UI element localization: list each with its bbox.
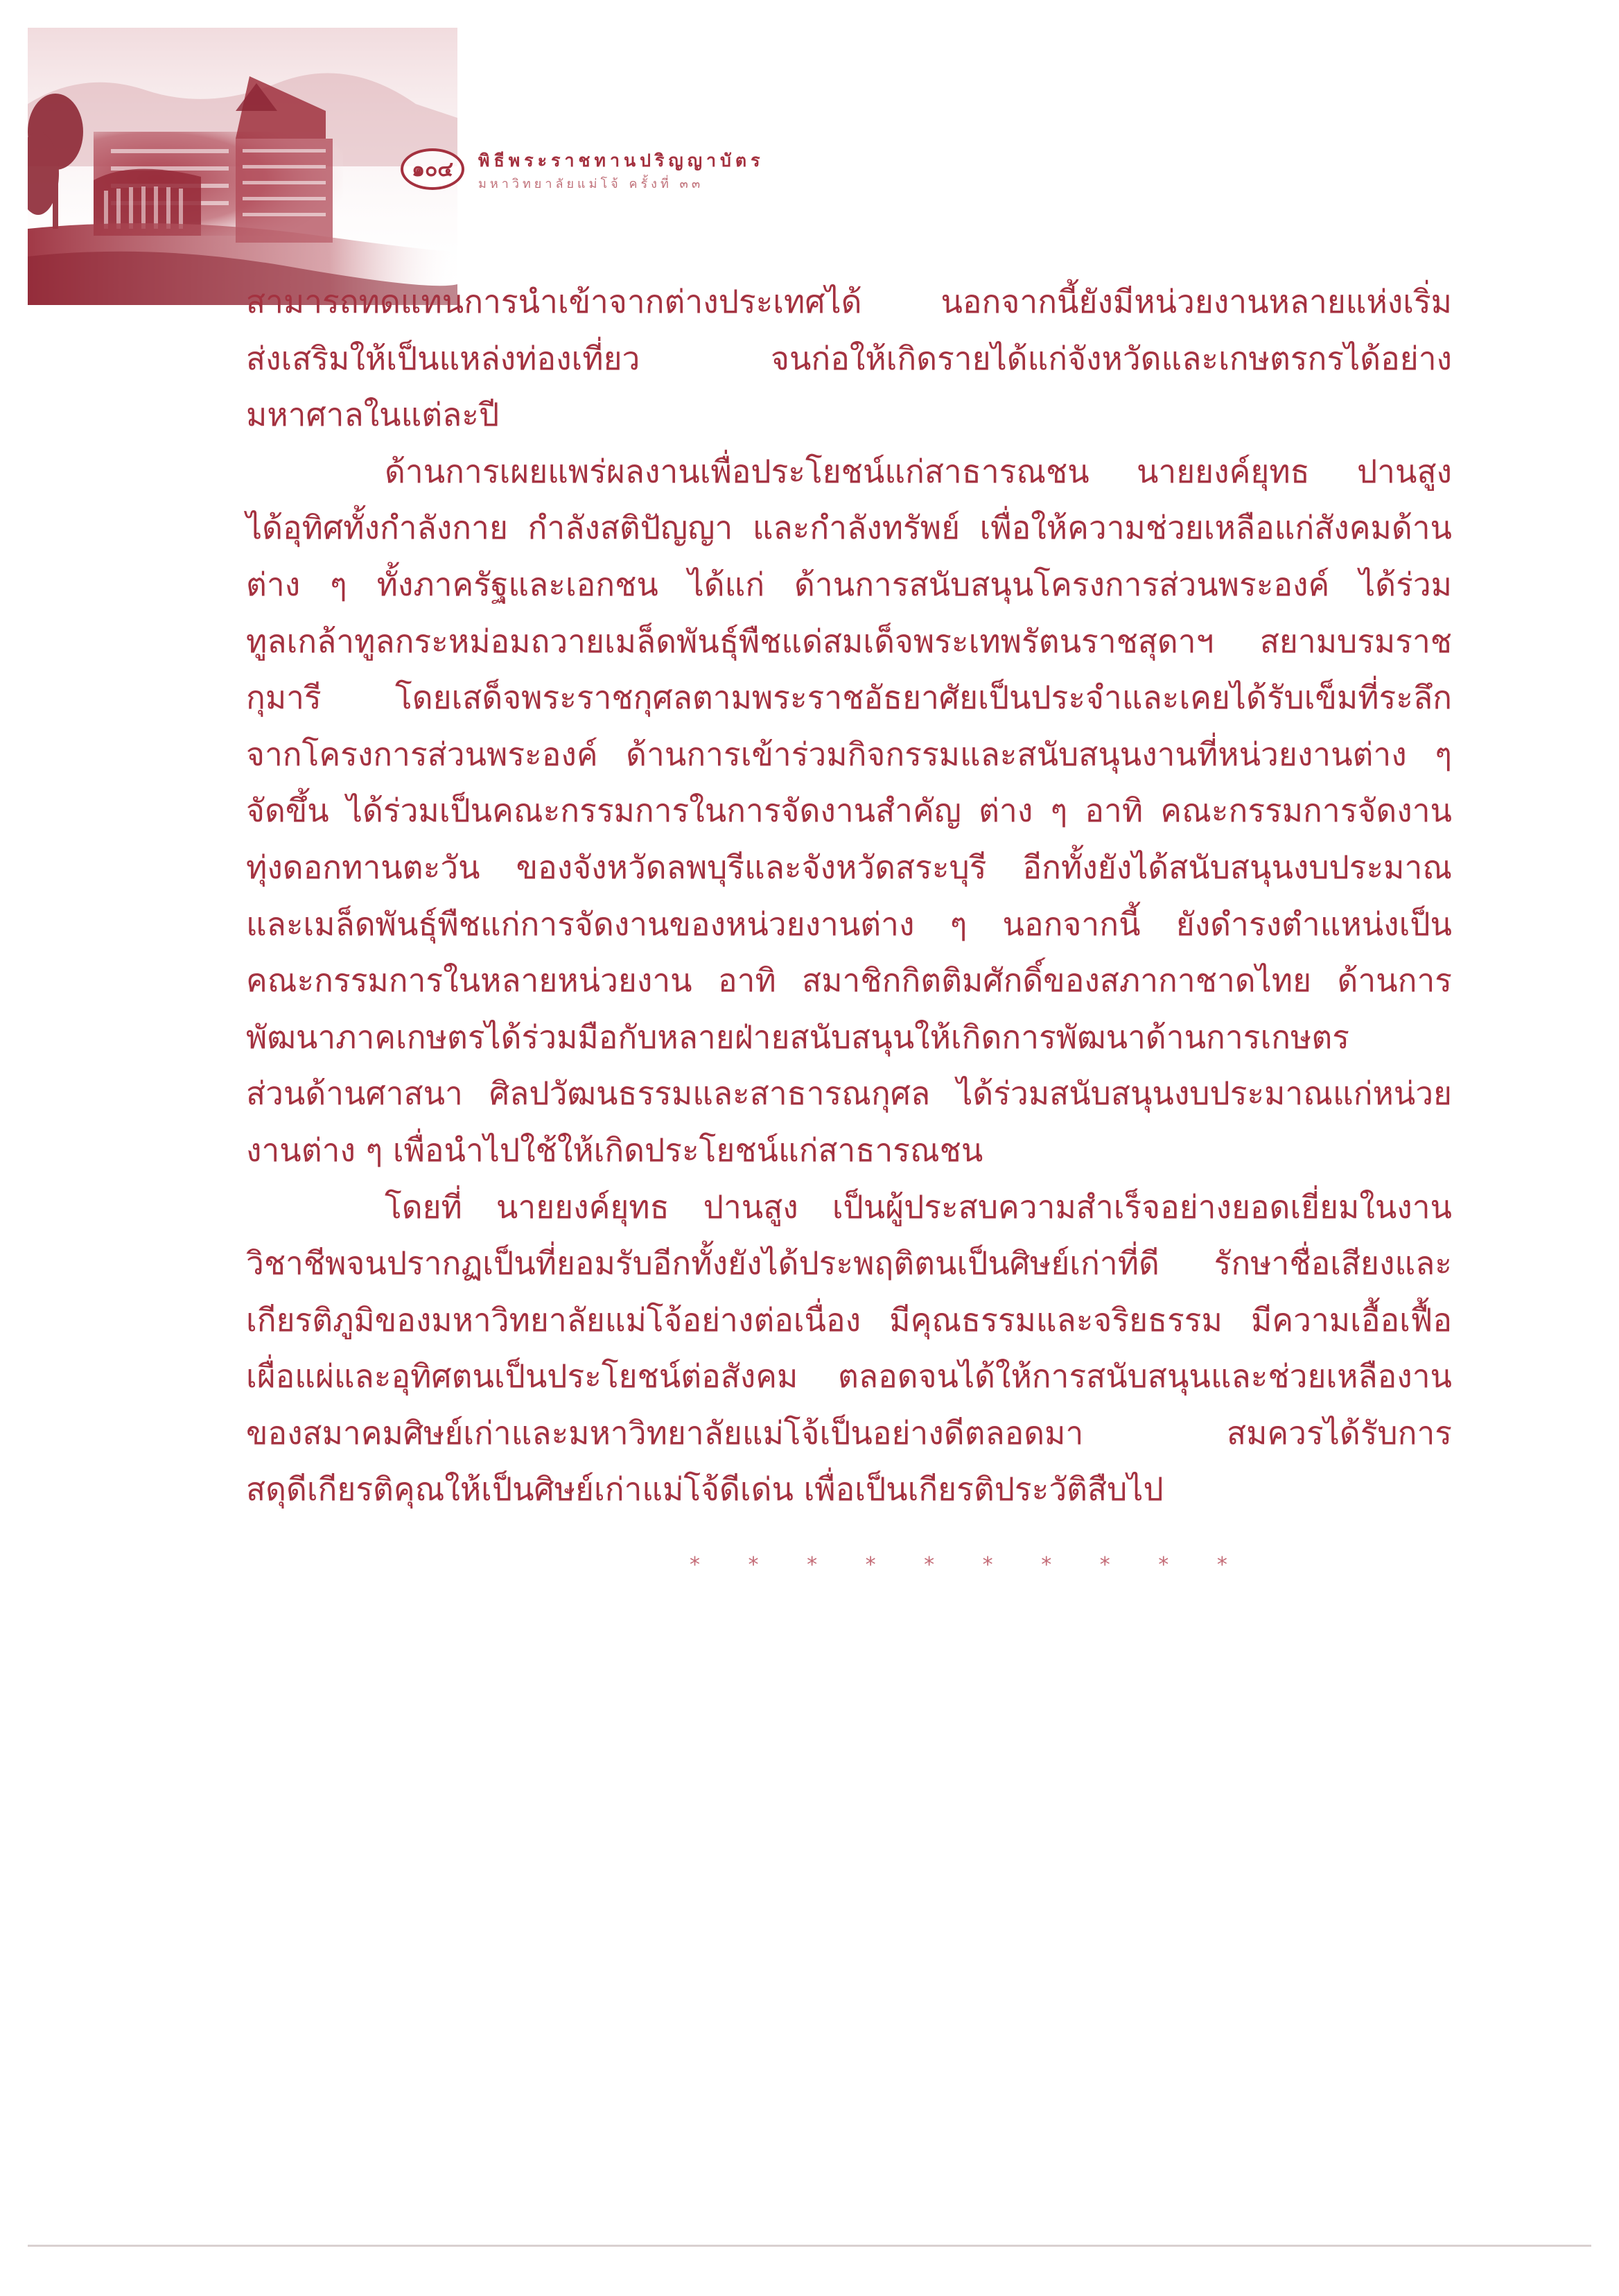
text-line: ส่งเสริมให้เป็นแหล่งท่องเที่ยว จนก่อให้เกิดรายได้แก่จังหวัดและเกษตรกรได้อย่าง [246,339,1452,377]
text-line: ด้านการเผยแพร่ผลงานเพื่อประโยชน์แก่สาธารณชน นายยงค์ยุทธ ปานสูง [385,452,1452,490]
university-subtitle: มหาวิทยาลัยแม่โจ้ ครั้งที่ ๓๓ [478,177,704,191]
text-line: ต่าง ๆ ทั้งภาครัฐและเอกชน ได้แก่ ด้านการสนับสนุนโครงการส่วนพระองค์ ได้ร่วม [246,565,1452,603]
text-line: สดุดีเกียรติคุณให้เป็นศิษย์เก่าแม่โจ้ดีเด่น เพื่อเป็นเกียรติประวัติสืบไป [246,1470,1164,1508]
text-line: มหาศาลในแต่ละปี [246,396,500,434]
text-line: และเมล็ดพันธุ์พืชแก่การจัดงานของหน่วยงานต่าง ๆ นอกจากนี้ ยังดำรงตำแหน่งเป็น [246,905,1452,943]
page-number-badge: ๑๐๔ [401,148,464,190]
text-line: โดยที่ นายยงค์ยุทธ ปานสูง เป็นผู้ประสบความสำเร็จอย่างยอดเยี่ยมในงาน [385,1188,1452,1226]
text-line: เผื่อแผ่และอุทิศตนเป็นประโยชน์ต่อสังคม ตลอดจนได้ให้การสนับสนุนและช่วยเหลืองาน [246,1357,1452,1395]
text-line: พัฒนาภาคเกษตรได้ร่วมมือกับหลายฝ่ายสนับสนุนให้เกิดการพัฒนาด้านการเกษตร [246,1018,1349,1056]
page-bottom-divider [28,2245,1591,2247]
end-marker: * * * * * * * * * * [690,1553,1248,1577]
body-text [246,274,1452,1518]
university-building-illustration [28,28,457,305]
text-line: ส่วนด้านศาสนา ศิลปวัฒนธรรมและสาธารณกุศล ได้ร่วมสนับสนุนงบประมาณแก่หน่วย [246,1075,1452,1113]
text-line: ทูลเกล้าทูลกระหม่อมถวายเมล็ดพันธุ์พืชแด่สมเด็จพระเทพรัตนราชสุดาฯ สยามบรมราช [246,622,1452,660]
text-line: คณะกรรมการในหลายหน่วยงาน อาทิ สมาชิกกิตติมศักดิ์ของสภากาชาดไทย ด้านการ [246,962,1452,1000]
text-line: วิชาชีพจนปรากฏเป็นที่ยอมรับอีกทั้งยังได้ประพฤติตนเป็นศิษย์เก่าที่ดี รักษาชื่อเสียงและ [246,1244,1452,1282]
text-line: จัดขึ้น ได้ร่วมเป็นคณะกรรมการในการจัดงานสำคัญ ต่าง ๆ อาทิ คณะกรรมการจัดงาน [246,792,1452,830]
text-line: จากโครงการส่วนพระองค์ ด้านการเข้าร่วมกิจกรรมและสนับสนุนงานที่หน่วยงานต่าง ๆ [246,735,1452,773]
text-line: เกียรติภูมิของมหาวิทยาลัยแม่โจ้อย่างต่อเนื่อง มีคุณธรรมและจริยธรรม มีความเอื้อเฟื้อ [246,1301,1452,1339]
text-line: ของสมาคมศิษย์เก่าและมหาวิทยาลัยแม่โจ้เป็นอย่างดีตลอดมา สมควรได้รับการ [246,1414,1452,1452]
text-line: ได้อุทิศทั้งกำลังกาย กำลังสติปัญญา และกำลังทรัพย์ เพื่อให้ความช่วยเหลือแก่สังคมด้าน [246,509,1452,547]
text-line: สามารถทดแทนการนำเข้าจากต่างประเทศได้ นอกจากนี้ยังมีหน่วยงานหลายแห่งเริ่ม [246,283,1452,320]
text-line: ทุ่งดอกทานตะวัน ของจังหวัดลพบุรีและจังหวัดสระบุรี อีกทั้งยังได้สนับสนุนงบประมาณ [246,848,1452,886]
text-line: งานต่าง ๆ เพื่อนำไปใช้ให้เกิดประโยชน์แก่สาธารณชน [246,1131,983,1169]
ceremony-title: พิธีพระราชทานปริญญาบัตร [478,150,764,171]
text-line: กุมารี โดยเสด็จพระราชกุศลตามพระราชอัธยาศัยเป็นประจำและเคยได้รับเข็มที่ระลึก [246,679,1452,717]
